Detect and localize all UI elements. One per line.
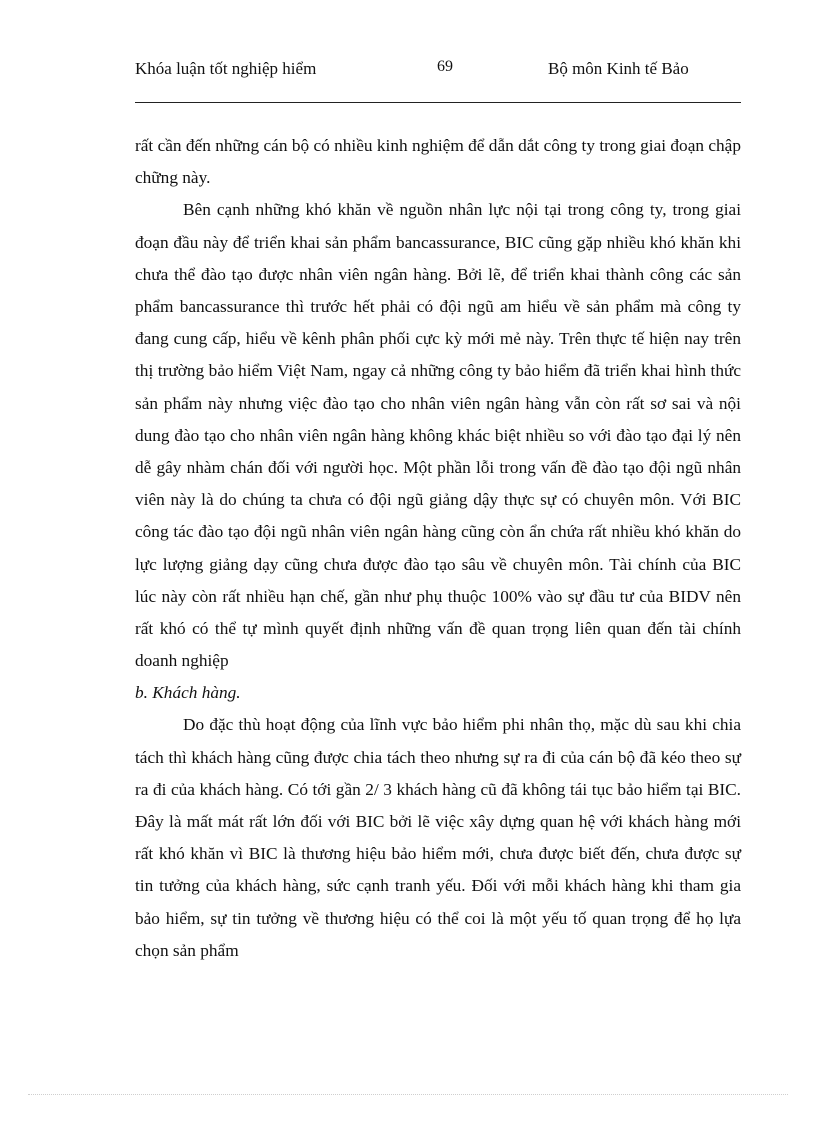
paragraph-2: Bên cạnh những khó khăn về nguồn nhân lực nội tại trong công ty, trong giai đoạn đầu này để triển khai sản phẩm bancassurance, BIC cũng gặp nhiều khó khăn khi chưa thể đào tạo được nhân viên ngân hàng. Bởi lẽ, để triển khai thành công các sản phẩm bancassurance thì trước hết phải có đội ngũ am hiểu về sản phẩm mà công ty đang cung cấp, hiểu về kênh phân phối cực kỳ mới mẻ này. Trên thực tế hiện nay trên thị trường bảo hiểm Việt Nam, ngay cả những công ty bảo hiểm đã triển khai hình thức sản phẩm này nhưng việc đào tạo cho nhân viên ngân hàng vẫn còn rất sơ sai và nội dung đào tạo cho nhân viên ngân hàng không khác biệt nhiều so với đào tạo đại lý nên dễ gây nhàm chán đối với người học. Một phần lỗi trong vấn đề đào tạo đội ngũ nhân viên này là do chúng ta chưa có đội ngũ giảng dậy thực sự có chuyên môn. Với BIC công tác đào tạo đội ngũ nhân viên ngân hàng cũng còn ẩn chứa rất nhiều khó khăn do lực lượng giảng dạy cũng chưa được đào tạo sâu về chuyên môn. Tài chính của BIC lúc này còn rất nhiều hạn chế, gần như phụ thuộc 100% vào sự đầu tư của BIDV nên rất khó có thể tự mình quyết định những vấn đề quan trọng liên quan đến tài chính doanh nghiệp bbox=[135, 200, 741, 671]
paragraph-3: Do đặc thù hoạt động của lĩnh vực bảo hiểm phi nhân thọ, mặc dù sau khi chia tách thì khách hàng cũng được chia tách theo nhưng sự ra đi của cán bộ đã kéo theo sự ra đi của khách hàng. Có tới gần 2/ 3 khách hàng cũ đã không tái tục bảo hiểm tại BIC. Đây là mất mát rất lớn đối với BIC bởi lẽ việc xây dựng quan hệ với khách hàng mới rất khó khăn vì BIC là thương hiệu bảo hiểm mới, chưa được biết đến, chưa được sự tin tưởng của khách hàng, sức cạnh tranh yếu. Đối với mỗi khách hàng khi tham gia bảo hiểm, sự tin tưởng về thương hiệu có thể coi là một yếu tố quan trọng để họ lựa chọn sản phẩm bbox=[135, 715, 741, 960]
page-header bbox=[135, 56, 741, 103]
header-right-title: Bộ môn Kinh tế Bảo bbox=[548, 59, 689, 78]
header-left-title: Khóa luận tốt nghiệp hiểm bbox=[135, 59, 317, 78]
paragraph-1: rất cần đến những cán bộ có nhiều kinh nghiệm để dẫn dắt công ty trong giai đoạn chập chững này. bbox=[135, 136, 741, 188]
page-number: 69 bbox=[437, 58, 453, 75]
page-body bbox=[135, 130, 741, 967]
bottom-divider bbox=[28, 1094, 788, 1095]
section-subheading: b. Khách hàng. bbox=[135, 683, 241, 703]
